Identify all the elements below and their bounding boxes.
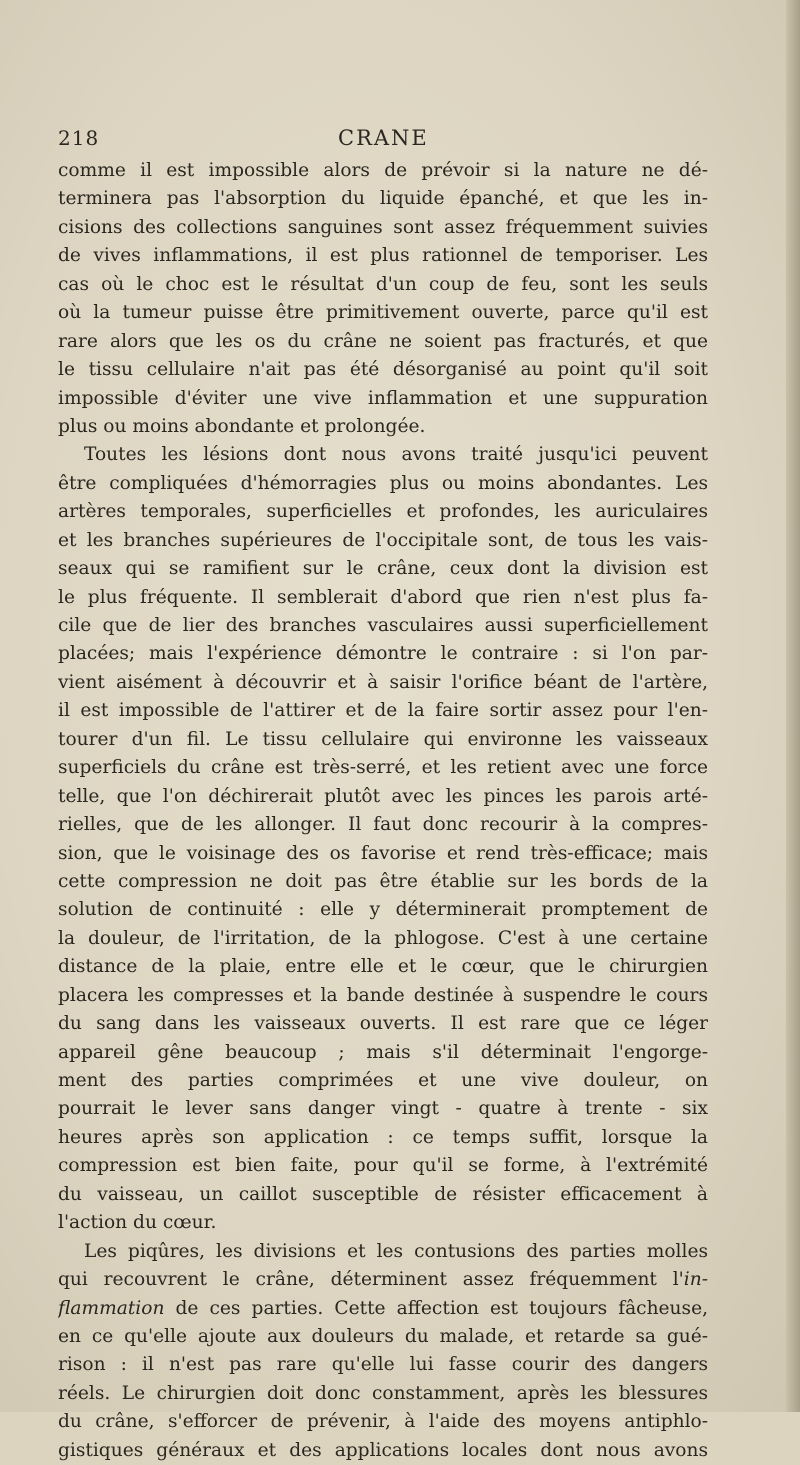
- text-line: telle, que l'on déchirerait plutôt avec les pinces les parois arté-: [58, 785, 708, 807]
- text-line: du crâne, s'efforcer de prévenir, à l'aide des moyens antiphlo-: [58, 1411, 708, 1433]
- text-line: pourrait le lever sans danger vingt - quatre à trente - six: [58, 1098, 708, 1120]
- text-line: l'action du cœur.: [58, 1212, 217, 1234]
- text-line: de vives inflammations, il est plus rationnel de temporiser. Les: [58, 245, 708, 267]
- text-line: le tissu cellulaire n'ait pas été désorganisé au point qu'il soit: [58, 359, 708, 381]
- text-line: comme il est impossible alors de prévoir si la nature ne dé-: [58, 160, 708, 181]
- text-line: cisions des collections sanguines sont assez fréquemment suivies: [58, 216, 708, 238]
- text-line: impossible d'éviter une vive inflammation et une suppuration: [58, 387, 708, 409]
- page-spine-shadow: [786, 0, 800, 1412]
- text-line: ment des parties comprimées et une vive douleur, on: [58, 1070, 708, 1091]
- text-line: terminera pas l'absorption du liquide épanché, et que les in-: [58, 188, 708, 210]
- text-line: artères temporales, superficielles et profondes, les auriculaires: [58, 501, 708, 523]
- text-line: Toutes les lésions dont nous avons traité jusqu'ici peuvent: [84, 444, 708, 466]
- text-line: compression est bien faite, pour qu'il se forme, à l'extrémité: [58, 1155, 708, 1177]
- text-line: il est impossible de l'attirer et de la faire sortir assez pour l'en-: [58, 700, 708, 722]
- text-line: plus ou moins abondante et prolongée.: [58, 415, 426, 437]
- text-line: heures après son application : ce temps suffit, lorsque la: [58, 1126, 708, 1148]
- text-line: cile que de lier des branches vasculaires aussi superficiellement: [58, 615, 708, 636]
- italic-run: flammation: [58, 1297, 165, 1319]
- text-line: rare alors que les os du crâne ne soient pas fracturés, et que: [58, 330, 708, 352]
- text-line: Les piqûres, les divisions et les contusions des parties molles: [84, 1240, 708, 1262]
- text-line: être compliquées d'hémorragies plus ou moins abondantes. Les: [58, 472, 708, 494]
- text-line: la douleur, de l'irritation, de la phlogose. C'est à une certaine: [58, 927, 708, 949]
- running-title: CRANE: [338, 126, 429, 150]
- text-run: de ces parties. Cette affection est toujours fâcheuse,: [164, 1297, 708, 1319]
- text-line: cette compression ne doit pas être établie sur les bords de la: [58, 870, 708, 892]
- text-line: cas où le choc est le résultat d'un coup de feu, sont les seuls: [58, 273, 708, 295]
- text-line: en ce qu'elle ajoute aux douleurs du malade, et retarde sa gué-: [58, 1325, 708, 1347]
- text-line: gistiques généraux et des applications locales dont nous avons: [58, 1439, 708, 1461]
- text-line: appareil gêne beaucoup ; mais s'il déterminait l'engorge-: [58, 1041, 708, 1063]
- text-line: vient aisément à découvrir et à saisir l'orifice béant de l'artère,: [58, 671, 708, 693]
- text-line: seaux qui se ramifient sur le crâne, ceux dont la division est: [58, 558, 708, 580]
- text-line: superficiels du crâne est très-serré, et les retient avec une force: [58, 757, 708, 779]
- text-line: rison : il n'est pas rare qu'elle lui fasse courir des dangers: [58, 1354, 708, 1376]
- body-text: [58, 157, 708, 1465]
- text-line: tourer d'un fil. Le tissu cellulaire qui environne les vaisseaux: [58, 728, 708, 750]
- text-line: du vaisseau, un caillot susceptible de résister efficacement à: [58, 1183, 708, 1205]
- text-line: placera les compresses et la bande destinée à suspendre le cours: [58, 984, 708, 1006]
- text-line: du sang dans les vaisseaux ouverts. Il est rare que ce léger: [58, 1013, 708, 1035]
- text-line: distance de la plaie, entre elle et le cœur, que le chirurgien: [58, 956, 708, 978]
- italic-run: in-: [683, 1269, 708, 1291]
- text-line: placées; mais l'expérience démontre le contraire : si l'on par-: [58, 643, 708, 665]
- text-line: [58, 1295, 708, 1323]
- text-line: le plus fréquente. Il semblerait d'abord que rien n'est plus fa-: [58, 586, 708, 608]
- text-line: réels. Le chirurgien doit donc constamment, après les blessures: [58, 1382, 708, 1404]
- text-line: sion, que le voisinage des os favorise et rend très-efficace; mais: [58, 842, 708, 864]
- text-line: et les branches supérieures de l'occipitale sont, de tous les vais-: [58, 529, 708, 551]
- text-line: rielles, que de les allonger. Il faut donc recourir à la compres-: [58, 814, 708, 836]
- text-line: solution de continuité : elle y déterminerait promptement de: [58, 899, 708, 921]
- text-line: [58, 1266, 708, 1294]
- text-line: où la tumeur puisse être primitivement ouverte, parce qu'il est: [58, 302, 708, 324]
- text-run: qui recouvrent le crâne, déterminent assez fréquemment l': [58, 1269, 684, 1291]
- page-number: 218: [58, 126, 100, 150]
- page-header: [58, 126, 708, 156]
